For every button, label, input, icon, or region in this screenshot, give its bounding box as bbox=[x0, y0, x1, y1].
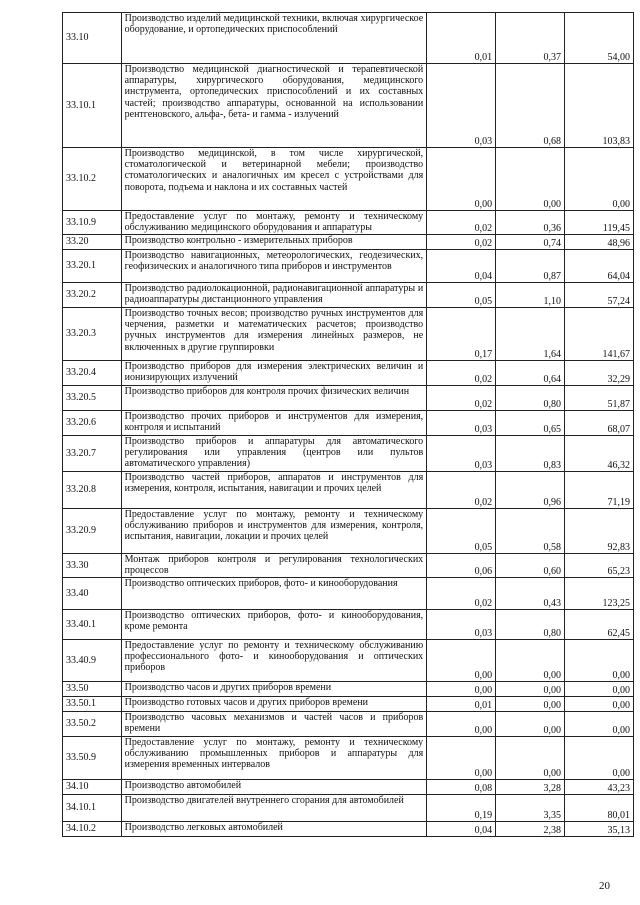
table-row bbox=[63, 737, 634, 780]
table-body bbox=[63, 13, 634, 837]
row-name: Предоставление услуг по монтажу, ремонту и техническому обслуживанию приборов и инструментов для измерения, контроля, испытания, навигации, локации и прочих целей bbox=[121, 509, 427, 554]
row-value-2: 0,36 bbox=[496, 211, 565, 235]
row-value-3: 64,04 bbox=[565, 250, 634, 283]
row-name: Производство медицинской диагностической и терапевтической аппаратуры, хирургического оборудования, медицинского инструмента, ортопедических приспособлений и их составных частей; производство аппаратуры, основанной на использовании рентгеновского, альфа-, бета- и гамма - излучений bbox=[121, 64, 427, 148]
row-value-1: 0,03 bbox=[427, 411, 496, 436]
row-name: Производство приборов для измерения электрических величин и ионизирующих излучений bbox=[121, 361, 427, 386]
row-value-1: 0,06 bbox=[427, 554, 496, 578]
row-value-2: 0,00 bbox=[496, 737, 565, 780]
row-name: Производство медицинской, в том числе хирургической, стоматологической и ветеринарной мебели; производство стоматологических и аналогичных им кресел с устройствами для поворота, подъема и наклона и их составных частей bbox=[121, 148, 427, 211]
row-value-1: 0,19 bbox=[427, 795, 496, 822]
row-name: Производство оптических приборов, фото- и кинооборудования bbox=[121, 578, 427, 610]
row-value-3: 43,23 bbox=[565, 780, 634, 795]
row-code: 33.10 bbox=[63, 13, 122, 64]
table-row bbox=[63, 554, 634, 578]
row-code: 33.20.1 bbox=[63, 250, 122, 283]
table-row bbox=[63, 472, 634, 509]
row-value-2: 0,00 bbox=[496, 712, 565, 737]
row-name: Производство контрольно - измерительных приборов bbox=[121, 235, 427, 250]
row-value-1: 0,00 bbox=[427, 737, 496, 780]
row-name: Монтаж приборов контроля и регулирования технологических процессов bbox=[121, 554, 427, 578]
row-value-3: 51,87 bbox=[565, 386, 634, 411]
row-value-3: 0,00 bbox=[565, 697, 634, 712]
row-code: 33.50.1 bbox=[63, 697, 122, 712]
row-name: Производство автомобилей bbox=[121, 780, 427, 795]
table-row bbox=[63, 64, 634, 148]
row-value-2: 0,00 bbox=[496, 640, 565, 682]
row-value-3: 0,00 bbox=[565, 712, 634, 737]
table-row bbox=[63, 361, 634, 386]
row-code: 33.50.9 bbox=[63, 737, 122, 780]
row-value-3: 0,00 bbox=[565, 737, 634, 780]
table-row bbox=[63, 578, 634, 610]
row-code: 33.40 bbox=[63, 578, 122, 610]
table-row bbox=[63, 211, 634, 235]
row-name: Производство часов и других приборов времени bbox=[121, 682, 427, 697]
table-row bbox=[63, 283, 634, 308]
row-value-2: 0,80 bbox=[496, 386, 565, 411]
row-value-3: 65,23 bbox=[565, 554, 634, 578]
row-value-3: 92,83 bbox=[565, 509, 634, 554]
row-value-1: 0,03 bbox=[427, 436, 496, 472]
row-code: 33.20.5 bbox=[63, 386, 122, 411]
table-row bbox=[63, 308, 634, 361]
row-value-2: 0,00 bbox=[496, 697, 565, 712]
row-name: Производство двигателей внутреннего сгорания для автомобилей bbox=[121, 795, 427, 822]
row-value-1: 0,00 bbox=[427, 148, 496, 211]
row-value-2: 0,96 bbox=[496, 472, 565, 509]
row-value-2: 0,80 bbox=[496, 610, 565, 640]
row-code: 33.10.9 bbox=[63, 211, 122, 235]
row-value-3: 68,07 bbox=[565, 411, 634, 436]
row-code: 33.20 bbox=[63, 235, 122, 250]
row-value-2: 2,38 bbox=[496, 822, 565, 837]
table-row bbox=[63, 509, 634, 554]
row-code: 33.20.3 bbox=[63, 308, 122, 361]
row-value-3: 32,29 bbox=[565, 361, 634, 386]
table-row bbox=[63, 386, 634, 411]
row-value-1: 0,08 bbox=[427, 780, 496, 795]
row-name: Производство точных весов; производство ручных инструментов для черчения, разметки и математических расчетов; производство ручных инструментов для измерения линейных размеров, не включенных в другие группировки bbox=[121, 308, 427, 361]
row-code: 34.10 bbox=[63, 780, 122, 795]
row-value-1: 0,01 bbox=[427, 697, 496, 712]
row-name: Производство легковых автомобилей bbox=[121, 822, 427, 837]
table-row bbox=[63, 436, 634, 472]
row-name: Производство приборов и аппаратуры для автоматического регулирования или управления (центров или пультов автоматического управления) bbox=[121, 436, 427, 472]
row-value-1: 0,05 bbox=[427, 283, 496, 308]
row-name: Производство частей приборов, аппаратов и инструментов для измерения, контроля, испытания, навигации и прочих целей bbox=[121, 472, 427, 509]
table-row bbox=[63, 795, 634, 822]
row-code: 33.20.6 bbox=[63, 411, 122, 436]
row-code: 33.20.9 bbox=[63, 509, 122, 554]
table-row bbox=[63, 697, 634, 712]
table-row bbox=[63, 250, 634, 283]
row-value-2: 0,43 bbox=[496, 578, 565, 610]
row-value-1: 0,17 bbox=[427, 308, 496, 361]
row-value-3: 123,25 bbox=[565, 578, 634, 610]
row-value-2: 3,28 bbox=[496, 780, 565, 795]
row-value-1: 0,02 bbox=[427, 386, 496, 411]
row-value-3: 48,96 bbox=[565, 235, 634, 250]
row-name: Производство оптических приборов, фото- и кинооборудования, кроме ремонта bbox=[121, 610, 427, 640]
row-value-2: 0,87 bbox=[496, 250, 565, 283]
row-value-3: 46,32 bbox=[565, 436, 634, 472]
row-name: Производство приборов для контроля прочих физических величин bbox=[121, 386, 427, 411]
row-value-3: 54,00 bbox=[565, 13, 634, 64]
row-value-1: 0,02 bbox=[427, 211, 496, 235]
row-value-1: 0,00 bbox=[427, 712, 496, 737]
table-row bbox=[63, 411, 634, 436]
row-value-1: 0,00 bbox=[427, 640, 496, 682]
row-value-1: 0,04 bbox=[427, 822, 496, 837]
page-number: 20 bbox=[599, 880, 610, 892]
row-value-1: 0,03 bbox=[427, 64, 496, 148]
row-value-1: 0,02 bbox=[427, 472, 496, 509]
row-value-3: 0,00 bbox=[565, 682, 634, 697]
row-value-2: 1,64 bbox=[496, 308, 565, 361]
row-name: Производство изделий медицинской техники, включая хирургическое оборудование, и ортопедических приспособлений bbox=[121, 13, 427, 64]
table-row bbox=[63, 640, 634, 682]
row-value-2: 0,58 bbox=[496, 509, 565, 554]
row-value-2: 0,83 bbox=[496, 436, 565, 472]
row-name: Производство радиолокационной, радионавигационной аппаратуры и радиоаппаратуры дистанционного управления bbox=[121, 283, 427, 308]
table-row bbox=[63, 610, 634, 640]
row-code: 33.50 bbox=[63, 682, 122, 697]
row-value-3: 62,45 bbox=[565, 610, 634, 640]
row-value-2: 0,74 bbox=[496, 235, 565, 250]
row-value-2: 0,37 bbox=[496, 13, 565, 64]
row-value-2: 0,00 bbox=[496, 682, 565, 697]
row-value-3: 57,24 bbox=[565, 283, 634, 308]
table-row bbox=[63, 682, 634, 697]
row-value-3: 141,67 bbox=[565, 308, 634, 361]
row-value-2: 0,00 bbox=[496, 148, 565, 211]
row-value-1: 0,00 bbox=[427, 682, 496, 697]
row-value-2: 0,60 bbox=[496, 554, 565, 578]
table-row bbox=[63, 822, 634, 837]
row-value-3: 71,19 bbox=[565, 472, 634, 509]
table-row bbox=[63, 235, 634, 250]
row-value-2: 0,68 bbox=[496, 64, 565, 148]
row-name: Производство прочих приборов и инструментов для измерения, контроля и испытаний bbox=[121, 411, 427, 436]
row-value-3: 35,13 bbox=[565, 822, 634, 837]
row-value-2: 3,35 bbox=[496, 795, 565, 822]
row-code: 33.10.2 bbox=[63, 148, 122, 211]
row-code: 33.20.2 bbox=[63, 283, 122, 308]
row-name: Предоставление услуг по монтажу, ремонту и техническому обслуживанию медицинского оборудования и аппаратуры bbox=[121, 211, 427, 235]
row-value-1: 0,02 bbox=[427, 578, 496, 610]
row-name: Производство навигационных, метеорологических, геодезических, геофизических и аналогичного типа приборов и инструментов bbox=[121, 250, 427, 283]
row-code: 33.10.1 bbox=[63, 64, 122, 148]
row-value-1: 0,02 bbox=[427, 361, 496, 386]
row-value-2: 0,65 bbox=[496, 411, 565, 436]
row-name: Производство часовых механизмов и частей часов и приборов времени bbox=[121, 712, 427, 737]
row-value-3: 119,45 bbox=[565, 211, 634, 235]
row-code: 34.10.2 bbox=[63, 822, 122, 837]
row-value-2: 0,64 bbox=[496, 361, 565, 386]
row-name: Предоставление услуг по монтажу, ремонту и техническому обслуживанию промышленных приборов и аппаратуры для измерения временных интервалов bbox=[121, 737, 427, 780]
table-row bbox=[63, 148, 634, 211]
row-code: 33.20.8 bbox=[63, 472, 122, 509]
row-value-3: 103,83 bbox=[565, 64, 634, 148]
row-code: 33.40.9 bbox=[63, 640, 122, 682]
row-name: Предоставление услуг по ремонту и техническому обслуживанию профессионального фото- и кинооборудования и оптических приборов bbox=[121, 640, 427, 682]
row-value-3: 80,01 bbox=[565, 795, 634, 822]
table-row bbox=[63, 712, 634, 737]
row-value-1: 0,02 bbox=[427, 235, 496, 250]
row-value-1: 0,03 bbox=[427, 610, 496, 640]
row-value-1: 0,04 bbox=[427, 250, 496, 283]
data-table bbox=[62, 12, 634, 837]
row-code: 33.50.2 bbox=[63, 712, 122, 737]
row-value-3: 0,00 bbox=[565, 640, 634, 682]
row-code: 33.20.7 bbox=[63, 436, 122, 472]
row-code: 33.30 bbox=[63, 554, 122, 578]
row-value-1: 0,05 bbox=[427, 509, 496, 554]
table-row bbox=[63, 13, 634, 64]
row-code: 33.20.4 bbox=[63, 361, 122, 386]
row-value-1: 0,01 bbox=[427, 13, 496, 64]
row-value-2: 1,10 bbox=[496, 283, 565, 308]
row-value-3: 0,00 bbox=[565, 148, 634, 211]
row-code: 33.40.1 bbox=[63, 610, 122, 640]
row-name: Производство готовых часов и других приборов времени bbox=[121, 697, 427, 712]
table-row bbox=[63, 780, 634, 795]
row-code: 34.10.1 bbox=[63, 795, 122, 822]
